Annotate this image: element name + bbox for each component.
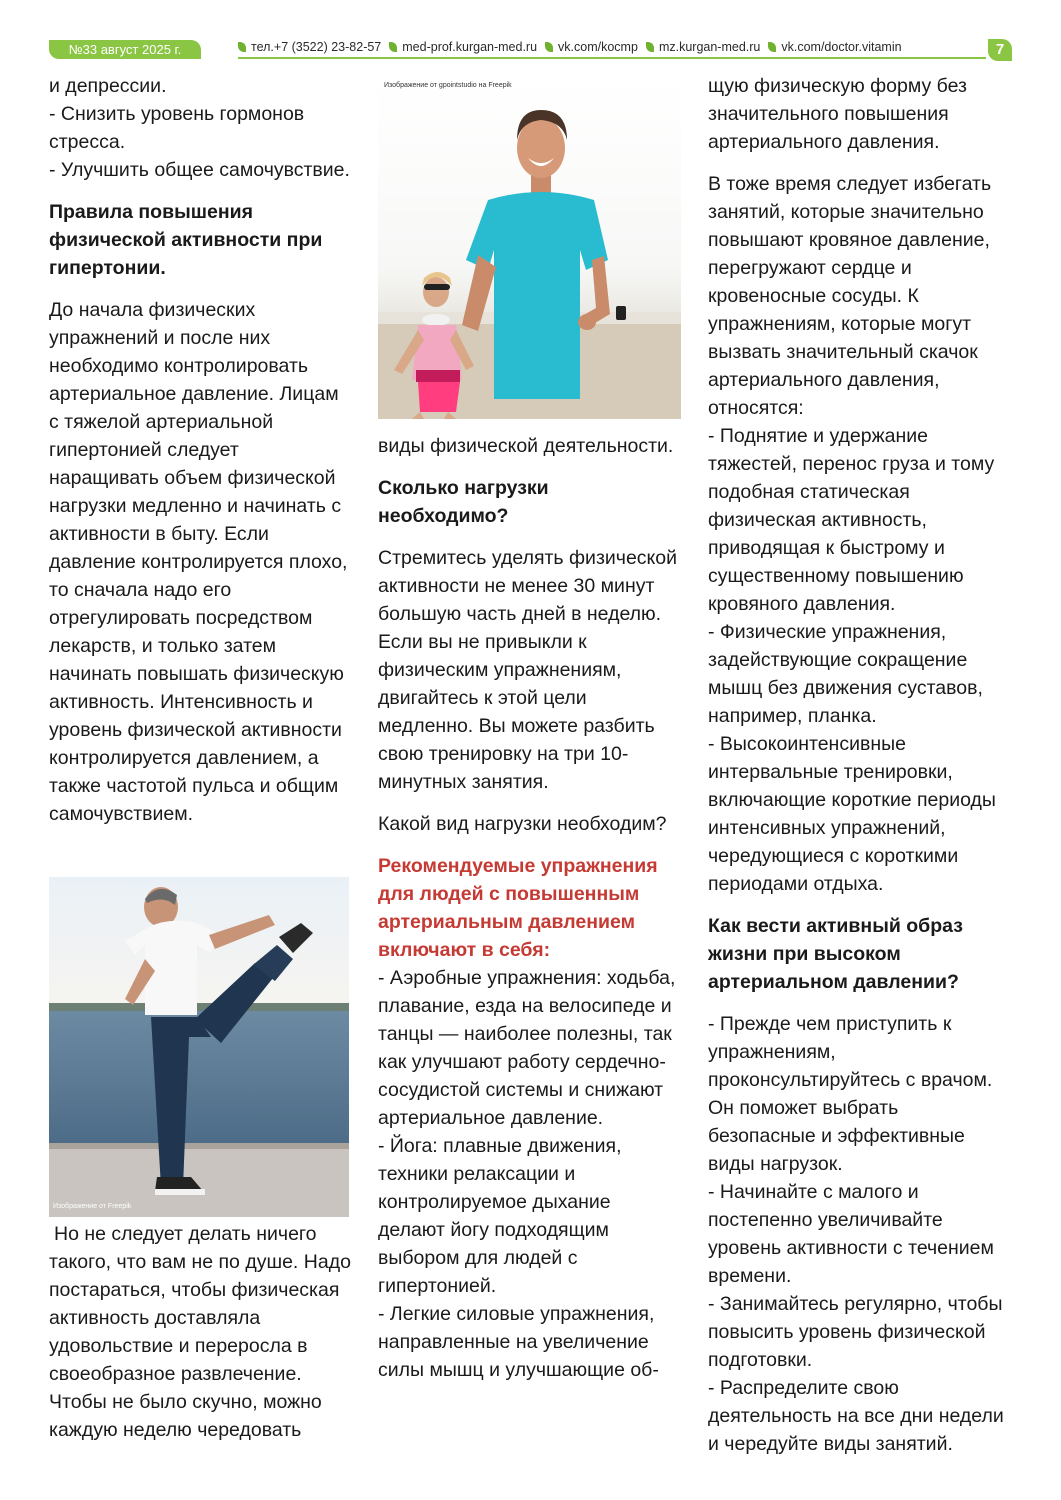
contact-bar bbox=[238, 38, 902, 56]
leaf-icon bbox=[545, 42, 553, 52]
leaf-icon bbox=[768, 42, 776, 52]
leaf-icon bbox=[389, 42, 397, 52]
runner-photo bbox=[378, 80, 681, 419]
list-item: - Снизить уровень гормонов стресса. bbox=[49, 103, 305, 153]
list-item: - Распределите свою деятельность на все дни недели и чередуйте виды занятий. bbox=[708, 1377, 1004, 1455]
stretching-illustration bbox=[49, 877, 349, 1217]
issue-badge: №33 август 2025 г. bbox=[49, 40, 201, 59]
stretching-man-photo bbox=[49, 877, 349, 1217]
section-heading: Как вести активный образ жизни при высоком артериальном давлении? bbox=[708, 915, 963, 993]
paragraph: До начала физических упражнений и после них необходимо контролировать артериальное давление. Лицам с тяжелой артериальной гипертонией следует наращивать объем физической нагрузки медленно и начинать с активности в быту. Если давление контролируется плохо, то сначала надо его отрегулировать посредством лекарств, и только затем начинать повышать физическую активность. Интенсивность и уровень физической активности контролируется давлением, а также частотой пульса и общим самочувствием. bbox=[49, 299, 348, 825]
paragraph: В тоже время следует избегать занятий, которые значительно повышают кровяное давление, перегружают сердце и кровеносные сосуды. К упражнениям, которые могут вызвать значительный скачок артериального давления, относятся: bbox=[708, 173, 992, 419]
list-item: - Физические упражнения, задействующие сокращение мышц без движения суставов, например, планка. bbox=[708, 621, 983, 727]
contact-vk-doctor-vitamin[interactable]: vk.com/doctor.vitamin bbox=[768, 38, 901, 56]
list-item: - Аэробные упражнения: ходьба, плавание, езда на велосипеде и танцы — наиболее полезны, так как улучшают работу сердечно-сосудистой системы и снижают артериальное давление. bbox=[378, 967, 676, 1129]
photo-credit: Изображение от gpointstudio на Freepik bbox=[384, 82, 512, 89]
contact-site-med-prof[interactable]: med-prof.kurgan-med.ru bbox=[389, 38, 537, 56]
leaf-icon bbox=[646, 42, 654, 52]
list-item: - Высокоинтенсивные интервальные тренировки, включающие короткие периоды интенсивных упражнений, чередующиеся с короткими периодами отдыха. bbox=[708, 733, 996, 895]
runner-illustration bbox=[378, 80, 681, 419]
leaf-icon bbox=[238, 42, 246, 52]
spacer bbox=[378, 796, 680, 810]
paragraph: Но не следует делать ничего такого, что вам не по душе. Надо постараться, чтобы физическая активность доставляла удовольствие и переросла в своеобразное развлечение. Чтобы не было скучно, можно каждую неделю чередовать bbox=[49, 1223, 351, 1441]
spacer bbox=[378, 460, 680, 474]
spacer bbox=[708, 996, 1010, 1010]
header-divider bbox=[238, 57, 986, 59]
spacer bbox=[378, 838, 680, 852]
photo-credit: Изображение от Freepik bbox=[53, 1203, 132, 1210]
contact-phone: тел.+7 (3522) 23-82-57 bbox=[238, 38, 381, 56]
list-item: - Легкие силовые упражнения, направленные на увеличение силы мышц и улучшающие об- bbox=[378, 1303, 659, 1381]
paragraph: виды физической деятельности. bbox=[378, 435, 674, 457]
list-item: - Йога: плавные движения, техники релаксации и контролируемое дыхание делают йогу подходящим выбором для людей с гипертонией. bbox=[378, 1135, 622, 1297]
spacer bbox=[378, 530, 680, 544]
column-left bbox=[49, 72, 351, 828]
spacer bbox=[49, 184, 351, 198]
list-item: - Поднятие и удержание тяжестей, перенос груза и тому подобная статическая физическая активность, приводящая к быстрому и существенному повышению кровяного давления. bbox=[708, 425, 995, 615]
page-header bbox=[0, 0, 1061, 62]
contact-vk-kocmp[interactable]: vk.com/kocmp bbox=[545, 38, 638, 56]
list-item: - Улучшить общее самочувствие. bbox=[49, 159, 350, 181]
red-heading: Рекомендуемые упражнения для людей с повышенным артериальным давлением включают в себя: bbox=[378, 855, 658, 961]
contact-site-mz[interactable]: mz.kurgan-med.ru bbox=[646, 38, 760, 56]
spacer bbox=[708, 156, 1010, 170]
paragraph: щую физическую форму без значительного повышения артериального давления. bbox=[708, 75, 967, 153]
page-number: 7 bbox=[988, 39, 1012, 61]
section-heading: Правила повышения физической активности при гипертонии. bbox=[49, 201, 323, 279]
column-middle bbox=[378, 432, 680, 1384]
list-item: и депрессии. bbox=[49, 75, 167, 97]
column-right bbox=[708, 72, 1010, 1458]
spacer bbox=[49, 282, 351, 296]
column-left-bottom bbox=[49, 1220, 351, 1444]
list-item: - Начинайте с малого и постепенно увеличивайте уровень активности с течением времени. bbox=[708, 1181, 994, 1287]
spacer bbox=[708, 898, 1010, 912]
list-item: - Занимайтесь регулярно, чтобы повысить уровень физической подготовки. bbox=[708, 1293, 1003, 1371]
list-item: - Прежде чем приступить к упражнениям, проконсультируйтесь с врачом. Он поможет выбрать безопасные и эффективные виды нагрузок. bbox=[708, 1013, 993, 1175]
paragraph: Какой вид нагрузки необходим? bbox=[378, 813, 667, 835]
paragraph: Стремитесь уделять физической активности не менее 30 минут большую часть дней в неделю. Если вы не привыкли к физическим упражнениям, двигайтесь к этой цели медленно. Вы можете разбить свою тренировку на три 10-минутных занятия. bbox=[378, 547, 678, 793]
section-heading: Сколько нагрузки необходимо? bbox=[378, 477, 549, 527]
